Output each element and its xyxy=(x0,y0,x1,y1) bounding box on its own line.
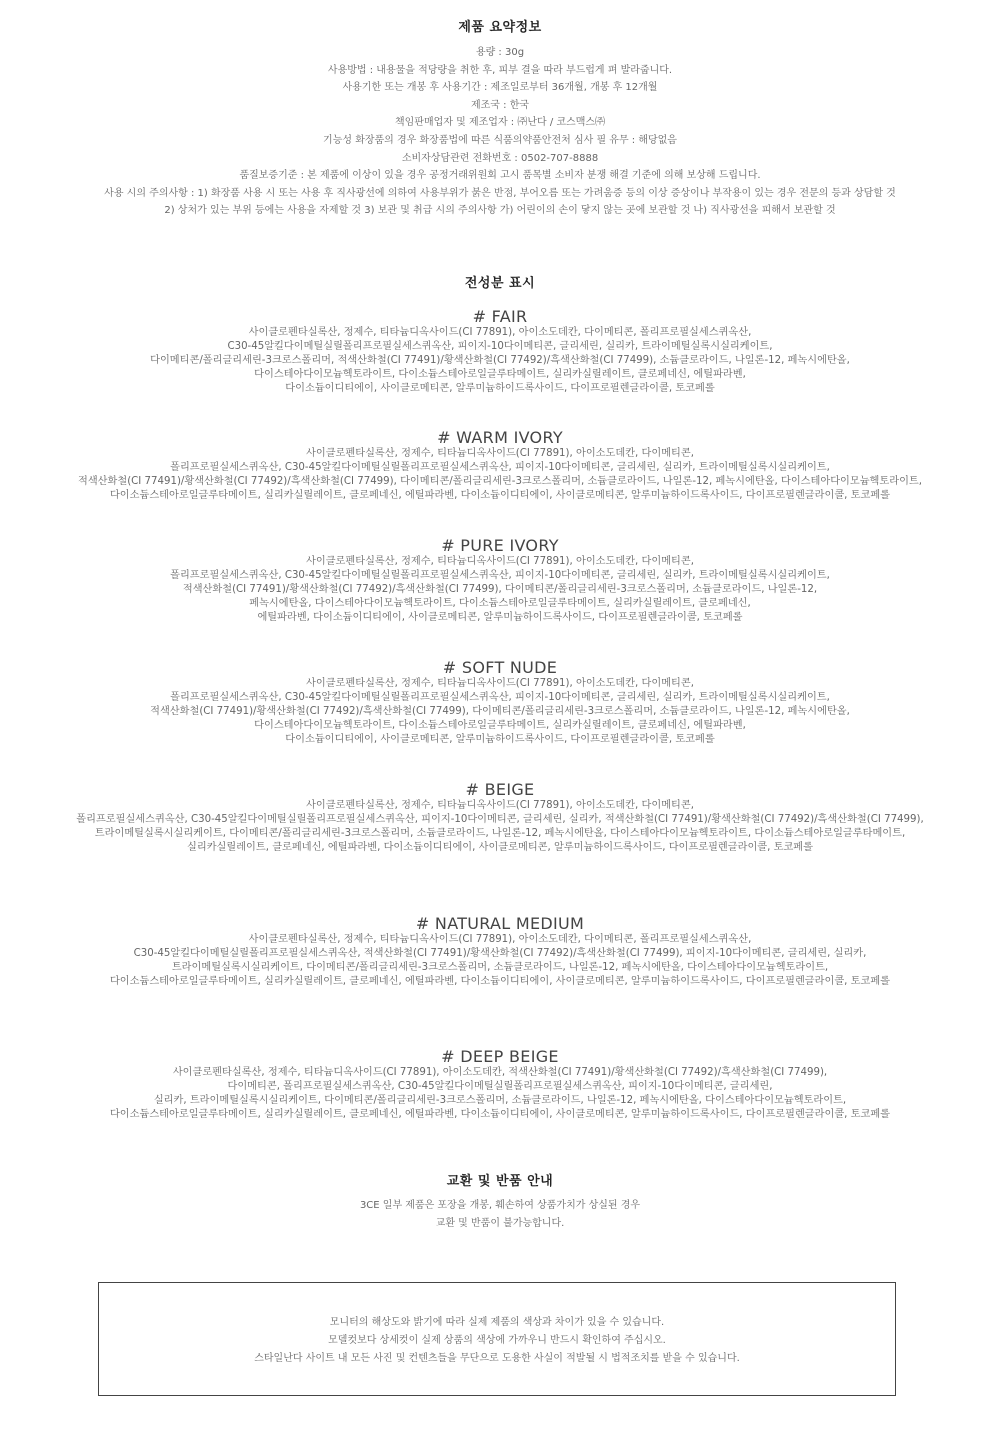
summary-usage: 사용방법 : 내용물을 적당량을 취한 후, 피부 결을 따라 부드럽게 펴 발라줍니다. xyxy=(327,64,673,76)
summary-capacity: 용량 : 30g xyxy=(475,47,525,58)
ingredient-line: 다이메티콘, 폴리프로필실세스퀴옥산, C30-45알킬다이메틸실릴폴리프로필실세스퀴옥산, 피이지-10다이메티콘, 글리세린, xyxy=(227,1081,773,1092)
ingredient-line: 적색산화철(CI 77491)/황색산화철(CI 77492)/흑색산화철(CI 77499), 다이메티콘/폴리글리세린-3크로스폴리머, 소듐클로라이드, 나일론-12, 페녹시에탄올, xyxy=(150,706,850,717)
summary-expiry: 사용기한 또는 개봉 후 사용기간 : 제조일로부터 36개월, 개봉 후 12개월 xyxy=(342,82,658,94)
ingredient-line: 다이소듐이디티에이, 사이클로메티콘, 알루미늄하이드록사이드, 다이프로필렌글라이콜, 토코페롤 xyxy=(285,383,715,394)
shade-name: # DEEP BEIGE xyxy=(441,1047,559,1066)
ingredient-line: 다이소듐스테아로일글루타메이트, 실리카실릴레이트, 클로페네신, 에틸파라벤, 다이소듐이디티에이, 사이클로메티콘, 알루미늄하이드록사이드, 다이프로필렌글라이콜, 토코페롤 xyxy=(109,1109,891,1120)
ingredient-line: 다이스테아다이모늄헥토라이트, 다이소듐스테아로일글루타메이트, 실리카실릴레이트, 클로페네신, 에틸파라벤, xyxy=(254,369,746,380)
ingredient-line: 사이클로펜타실록산, 정제수, 티타늄디옥사이드(CI 77891), 아이소도데칸, 다이메티콘, xyxy=(306,448,694,459)
summary-phone: 소비자상담관련 전화번호 : 0502-707-8888 xyxy=(401,152,599,164)
shade-name: # NATURAL MEDIUM xyxy=(415,914,585,933)
ingredient-line: 트라이메틸실록시실리케이트, 다이메티콘/폴리글리세린-3크로스폴리머, 소듐클로라이드, 나일론-12, 페녹시에탄올, 다이스테아다이모늄헥토라이트, 다이소듐스테아로일글루타메이트, xyxy=(94,828,906,839)
ingredient-line: 페녹시에탄올, 다이스테아다이모늄헥토라이트, 다이소듐스테아로일글루타메이트, 실리카실릴레이트, 클로페네신, xyxy=(249,598,751,609)
shade-name: # PURE IVORY xyxy=(441,536,559,555)
ingredient-line: 실리카, 트라이메틸실록시실리케이트, 다이메티콘/폴리글리세린-3크로스폴리머, 소듐클로라이드, 나일론-12, 페녹시에탄올, 다이스테아다이모늄헥토라이트, xyxy=(153,1095,847,1106)
exchange-line: 교환 및 반품이 불가능합니다. xyxy=(435,1217,565,1229)
ingredient-line: 사이클로펜타실록산, 정제수, 티타늄디옥사이드(CI 77891), 아이소도데칸, 다이메티콘, xyxy=(306,678,694,689)
summary-title: 제품 요약정보 xyxy=(458,20,542,35)
shade-deep-beige xyxy=(0,1048,1000,1122)
ingredient-line: 다이스테아다이모늄헥토라이트, 다이소듐스테아로일글루타메이트, 실리카실릴레이트, 클로페네신, 에틸파라벤, xyxy=(254,720,746,731)
shade-beige xyxy=(0,781,1000,855)
ingredient-line: 사이클로펜타실록산, 정제수, 티타늄디옥사이드(CI 77891), 아이소도데칸, 다이메티콘, 폴리프로필실세스퀴옥산, xyxy=(248,934,752,945)
ingredient-line: 트라이메틸실록시실리케이트, 다이메티콘/폴리글리세린-3크로스폴리머, 소듐클로라이드, 나일론-12, 페녹시에탄올, 다이스테아다이모늄헥토라이트, xyxy=(171,962,829,973)
summary-quality: 품질보증기준 : 본 제품에 이상이 있을 경우 공정거래위원회 고시 품목별 소비자 분쟁 해결 기준에 의해 보상해 드립니다. xyxy=(239,170,761,182)
ingredient-line: 다이소듐이디티에이, 사이클로메티콘, 알루미늄하이드록사이드, 다이프로필렌글라이콜, 토코페롤 xyxy=(285,734,715,745)
ingredient-line: 사이클로펜타실록산, 정제수, 티타늄디옥사이드(CI 77891), 아이소도데칸, 다이메티콘, 폴리프로필실세스퀴옥산, xyxy=(248,327,752,338)
ingredient-line: 폴리프로필실세스퀴옥산, C30-45알킬다이메틸실릴폴리프로필실세스퀴옥산, 피이지-10다이메티콘, 글리세린, 실리카, 트라이메틸실록시실리케이트, xyxy=(170,462,830,473)
notice-box xyxy=(98,1282,896,1396)
ingredient-line: 에틸파라벤, 다이소듐이디티에이, 사이클로메티콘, 알루미늄하이드록사이드, 다이프로필렌글라이콜, 토코페롤 xyxy=(257,612,743,623)
ingredient-line: 폴리프로필실세스퀴옥산, C30-45알킬다이메틸실릴폴리프로필실세스퀴옥산, 피이지-10다이메티콘, 글리세린, 실리카, 적색산화철(CI 77491)/황색산화철(CI 77492)/흑색산화철(CI 77499), xyxy=(76,814,924,825)
notice-line: 스타일난다 사이트 내 모든 사진 및 컨텐츠들을 무단으로 도용한 사실이 적발될 시 법적조치를 받을 수 있습니다. xyxy=(254,1353,740,1364)
ingredient-line: 적색산화철(CI 77491)/황색산화철(CI 77492)/흑색산화철(CI 77499), 다이메티콘/폴리글리세린-3크로스폴리머, 소듐클로라이드, 나일론-12, 페녹시에탄올, 다이스테아다이모늄헥토라이트, xyxy=(78,476,922,487)
ingredient-line: 폴리프로필실세스퀴옥산, C30-45알킬다이메틸실릴폴리프로필실세스퀴옥산, 피이지-10다이메티콘, 글리세린, 실리카, 트라이메틸실록시실리케이트, xyxy=(170,570,830,581)
summary-manufacturer: 책임판매업자 및 제조업자 : ㈜난다 / 코스맥스㈜ xyxy=(394,117,606,129)
shade-warm-ivory xyxy=(0,429,1000,503)
shade-fair xyxy=(0,308,1000,396)
shade-pure-ivory xyxy=(0,537,1000,625)
ingredients-title: 전성분 표시 xyxy=(464,276,536,291)
ingredient-line: C30-45알킬다이메틸실릴폴리프로필실세스퀴옥산, 피이지-10다이메티콘, 글리세린, 실리카, 트라이메틸실록시실리케이트, xyxy=(227,341,773,352)
shade-natural-medium xyxy=(0,915,1000,989)
ingredient-line: 사이클로펜타실록산, 정제수, 티타늄디옥사이드(CI 77891), 아이소도데칸, 다이메티콘, xyxy=(306,800,694,811)
notice-line: 모니터의 해상도와 밝기에 따라 실제 제품의 색상과 차이가 있을 수 있습니다. xyxy=(329,1317,665,1328)
shade-name: # WARM IVORY xyxy=(437,428,563,447)
exchange-title: 교환 및 반품 안내 xyxy=(446,1174,554,1189)
ingredient-line: C30-45알킬다이메틸실릴폴리프로필실세스퀴옥산, 적색산화철(CI 77491)/황색산화철(CI 77492)/흑색산화철(CI 77499), 피이지-10다이메티콘, 글리세린, 실리카, xyxy=(133,948,867,959)
notice-line: 모델컷보다 상세컷이 실제 상품의 색상에 가까우니 반드시 확인하여 주십시오. xyxy=(328,1335,666,1346)
summary-caution: 사용 시의 주의사항 : 1) 화장품 사용 시 또는 사용 후 직사광선에 의하여 사용부위가 붉은 반점, 부어오름 또는 가려움증 등의 이상 증상이나 부작용이 있는 경우 전문의 등과 상담할 것 2) 상처가 있는 부위 등에는 사용을 자제할 것 3) 보관 및 취급 시의 주의사항 가) 어린이의 손이 닿지 않는 곳에 보관할 것 나) 직사광선을 피해서 보관할 것 xyxy=(104,187,896,217)
ingredient-line: 실리카실릴레이트, 클로페네신, 에틸파라벤, 다이소듐이디티에이, 사이클로메티콘, 알루미늄하이드록사이드, 다이프로필렌글라이콜, 토코페롤 xyxy=(187,842,813,853)
exchange-line: 3CE 일부 제품은 포장을 개봉, 훼손하여 상품가치가 상실된 경우 xyxy=(359,1200,641,1211)
ingredient-line: 다이메티콘/폴리글리세린-3크로스폴리머, 적색산화철(CI 77491)/황색산화철(CI 77492)/흑색산화철(CI 77499), 소듐클로라이드, 나일론-12, 페녹시에탄올, xyxy=(150,355,850,366)
shade-name: # BEIGE xyxy=(465,780,535,799)
ingredient-line: 다이소듐스테아로일글루타메이트, 실리카실릴레이트, 클로페네신, 에틸파라벤, 다이소듐이디티에이, 사이클로메티콘, 알루미늄하이드록사이드, 다이프로필렌글라이콜, 토코페롤 xyxy=(109,976,891,987)
ingredient-line: 다이소듐스테아로일글루타메이트, 실리카실릴레이트, 클로페네신, 에틸파라벤, 다이소듐이디티에이, 사이클로메티콘, 알루미늄하이드록사이드, 다이프로필렌글라이콜, 토코페롤 xyxy=(109,490,891,501)
shade-name: # SOFT NUDE xyxy=(442,658,558,677)
summary-list xyxy=(0,44,1000,220)
shade-name: # FAIR xyxy=(472,307,528,326)
summary-functional: 기능성 화장품의 경우 화장품법에 따른 식품의약품안전처 심사 필 유무 : 해당없음 xyxy=(323,134,677,146)
ingredient-line: 사이클로펜타실록산, 정제수, 티타늄디옥사이드(CI 77891), 아이소도데칸, 다이메티콘, xyxy=(306,556,694,567)
shade-soft-nude xyxy=(0,659,1000,747)
ingredient-line: 적색산화철(CI 77491)/황색산화철(CI 77492)/흑색산화철(CI 77499), 다이메티콘/폴리글리세린-3크로스폴리머, 소듐클로라이드, 나일론-12, xyxy=(182,584,818,595)
ingredient-line: 폴리프로필실세스퀴옥산, C30-45알킬다이메틸실릴폴리프로필실세스퀴옥산, 피이지-10다이메티콘, 글리세린, 실리카, 트라이메틸실록시실리케이트, xyxy=(170,692,830,703)
exchange-text xyxy=(0,1197,1000,1232)
ingredient-line: 사이클로펜타실록산, 정제수, 티타늄디옥사이드(CI 77891), 아이소도데칸, 적색산화철(CI 77491)/황색산화철(CI 77492)/흑색산화철(CI 77499), xyxy=(172,1067,828,1078)
summary-origin: 제조국 : 한국 xyxy=(470,99,530,111)
